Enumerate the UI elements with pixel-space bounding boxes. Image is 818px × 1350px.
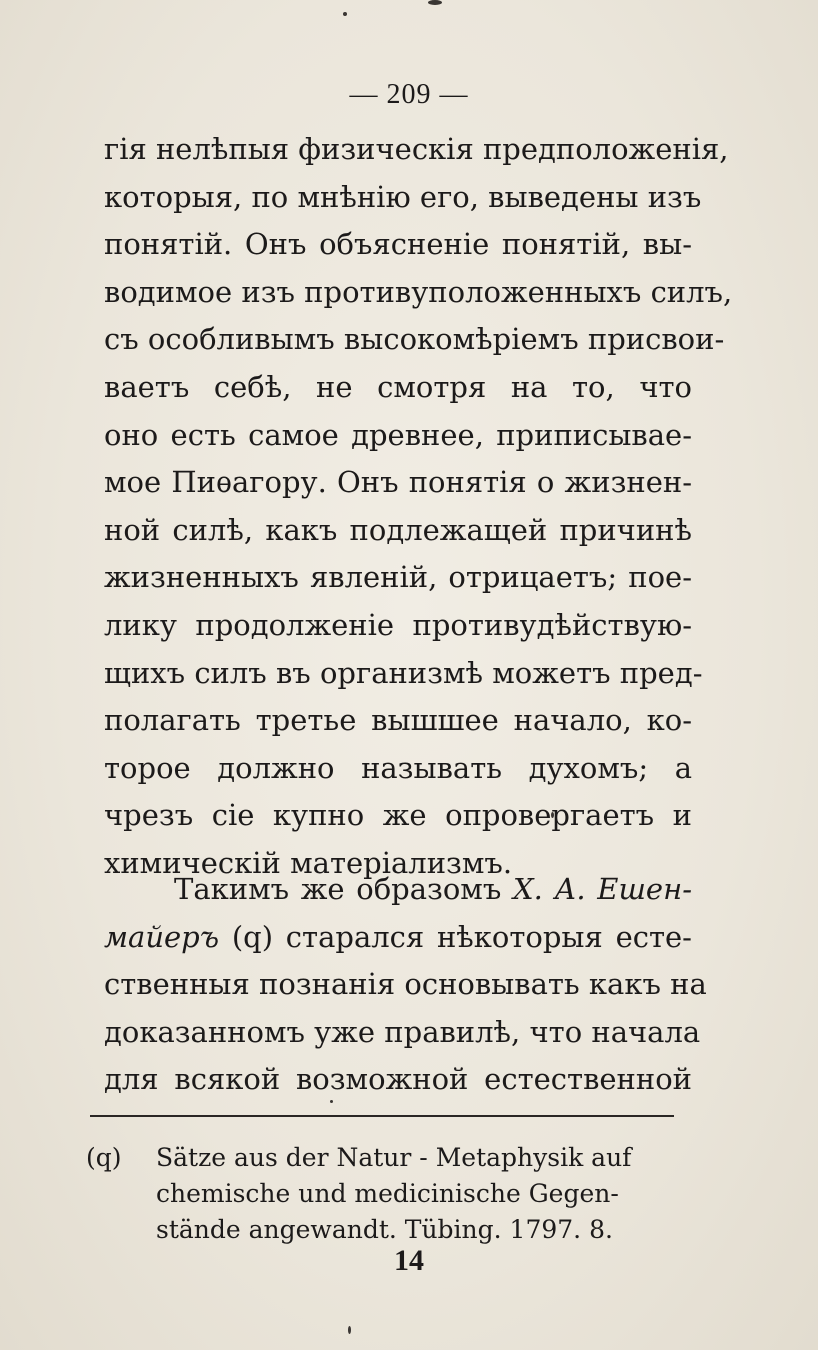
text-line: полагать третье вышшее начало, ко- (104, 703, 692, 738)
text-line (104, 866, 692, 914)
text-line: оно есть самое древнее, приписывае- (104, 417, 692, 452)
text-line: водимое изъ противуположенныхъ силъ, (104, 274, 733, 309)
text-line: ваетъ себѣ, не смотря на то, что (104, 369, 692, 404)
footnote (86, 1140, 686, 1248)
text-line: жизненныхъ явленій, отрицаетъ; пое- (104, 560, 692, 595)
footnote-mark: (q) (86, 1143, 122, 1172)
print-speck (348, 1326, 351, 1334)
text-line: химическій матеріализмъ. (104, 845, 513, 880)
print-speck (428, 0, 442, 5)
text-line: съ особливымъ высокомѣріемъ присвои- (104, 322, 725, 357)
page-number-header: — 209 — (349, 79, 469, 110)
author-name-cont: майеръ (104, 919, 220, 954)
text-line: понятій. Онъ объясненіе понятій, вы- (104, 227, 692, 262)
footnote-line (86, 1140, 686, 1176)
print-speck (343, 12, 347, 16)
author-name: Х. А. Ешен- (512, 872, 692, 906)
text-line: щихъ силъ въ организмѣ можетъ пред- (104, 655, 703, 690)
text-line: гія нелѣпыя физическія предположенія, (104, 132, 729, 166)
text-line: доказанномъ уже правилѣ, что начала (104, 1014, 701, 1049)
footnote-divider (90, 1115, 674, 1117)
text-run: (q) старался нѣкоторыя есте- (219, 919, 692, 954)
footnote-line: stände angewandt. Tübing. 1797. 8. (156, 1215, 613, 1244)
footnote-text: Sätze aus der Natur - Metaphysik auf (156, 1143, 632, 1172)
footnote-line: chemische und medicinische Gegen- (156, 1179, 619, 1208)
text-line: мое Пиѳагору. Онъ понятія о жизнен- (104, 465, 692, 500)
text-line: ной силѣ, какъ подлежащей причинѣ (104, 512, 692, 547)
text-line (104, 914, 692, 962)
text-line: для всякой возможной естественной (104, 1062, 692, 1097)
signature-mark: 14 (394, 1244, 424, 1277)
text-line: чрезъ сіе купно же опровергаетъ и (104, 798, 692, 833)
text-line: лику продолженіе противудѣйствую- (104, 607, 692, 642)
text-run: Такимъ же образомъ (174, 872, 513, 906)
text-line: торое должно называть духомъ; а (104, 750, 692, 785)
paragraph-1 (104, 126, 733, 888)
text-line: ственныя познанія основывать какъ на (104, 967, 707, 1002)
paragraph-2 (104, 866, 707, 1104)
text-line: которыя, по мнѣнію его, выведены изъ (104, 179, 702, 214)
